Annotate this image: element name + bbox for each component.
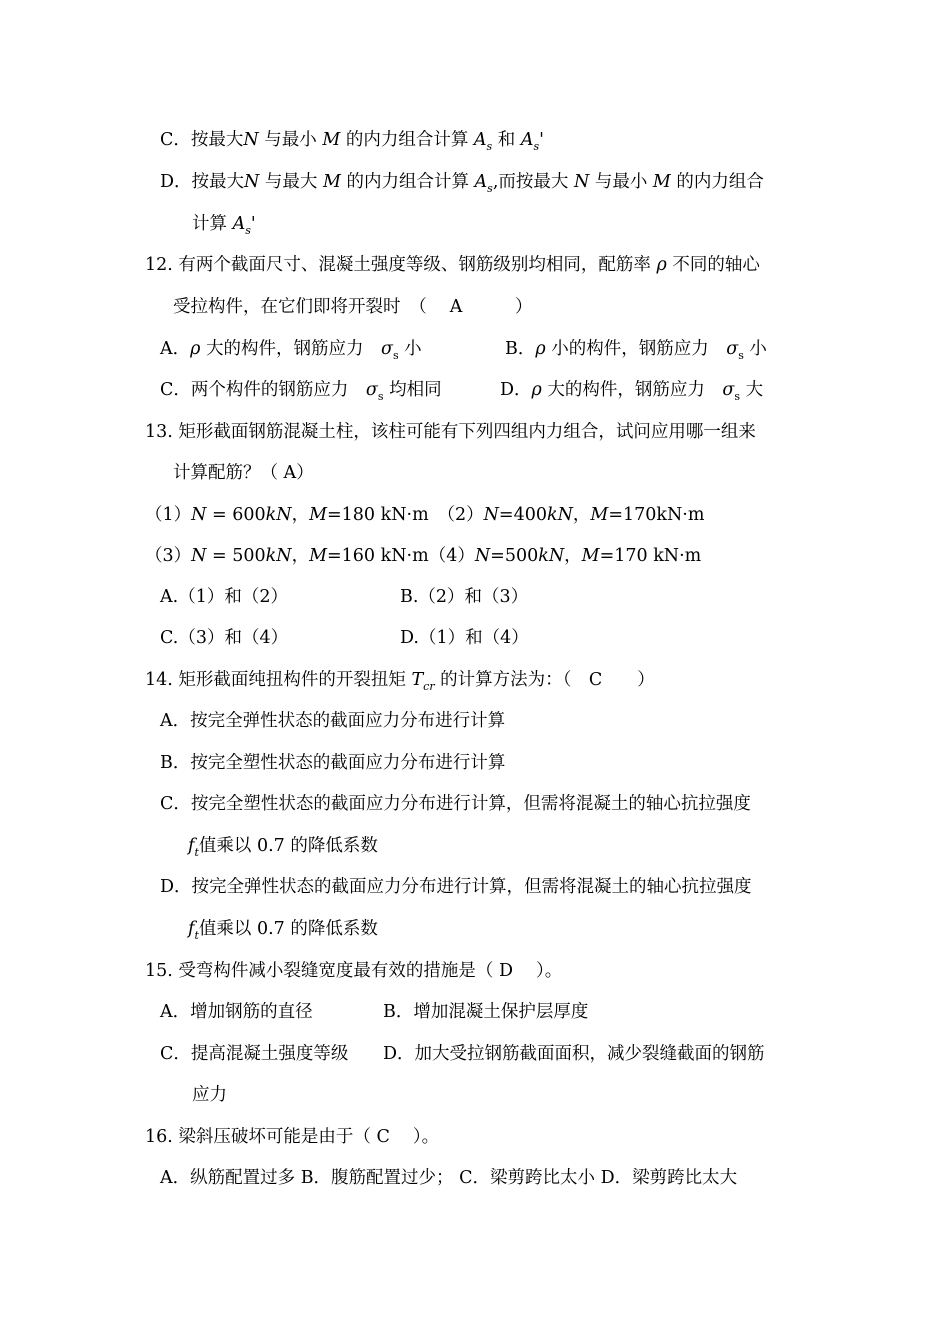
q13-stem: 13. 矩形截面钢筋混凝土柱，该柱可能有下列四组内力组合，试问应用哪一组来 (145, 422, 756, 442)
q12-option-d: D．ρ 大的构件，钢筋应力 $\sigma_s$ 大 (500, 380, 764, 403)
q12-option-a: A．ρ 大的构件，钢筋应力 $\sigma_s$ 小 (160, 339, 422, 362)
q12-stem: 12. 有两个截面尺寸、混凝土强度等级、钢筋级别均相同，配筋率 ρ 不同的轴心 (145, 255, 760, 275)
q14-stem: 14. 矩形截面纯扭构件的开裂扭矩 $T_{cr}$ 的计算方法为：（ C ） (145, 670, 655, 693)
q13-combination-1-2: （1）N = 600kN，M=180 kN·m （2）N=400kN，M=170kN·m (145, 505, 705, 525)
q13-option-a: A.（1）和（2） (160, 587, 288, 607)
q15-option-d: D．加大受拉钢筋截面面积，减少裂缝截面的钢筋 (383, 1044, 765, 1064)
q16-options: A．纵筋配置过多 B．腹筋配置过少； C．梁剪跨比太小 D．梁剪跨比太大 (160, 1168, 738, 1188)
q11-option-d-continued: 计算 $A_s'$ (192, 214, 256, 237)
q12-stem-continued: 受拉构件，在它们即将开裂时 （ A ） (173, 297, 533, 317)
q13-stem-continued: 计算配筋？（ A） (173, 463, 314, 483)
q13-option-b: B.（2）和（3） (400, 587, 529, 607)
q15-stem: 15. 受弯构件减小裂缝宽度最有效的措施是（ D ）。 (145, 961, 563, 981)
q15-option-d-continued: 应力 (192, 1085, 227, 1105)
q13-combination-3-4: （3）N = 500kN，M=160 kN·m（4）N=500kN，M=170 kN·m (145, 546, 702, 566)
q14-option-a: A．按完全弹性状态的截面应力分布进行计算 (160, 711, 506, 731)
q16-stem: 16. 梁斜压破坏可能是由于（ C ）。 (145, 1127, 440, 1147)
q14-option-d-continued: $f_t$值乘以 0.7 的降低系数 (188, 919, 378, 942)
q14-option-c-continued: $f_t$值乘以 0.7 的降低系数 (188, 836, 378, 859)
q15-option-c: C．提高混凝土强度等级 (160, 1044, 349, 1064)
q15-option-b: B．增加混凝土保护层厚度 (383, 1002, 589, 1022)
q11-option-c: C．按最大N 与最小 M 的内力组合计算 $A_s$ 和 $A_s'$ (160, 130, 544, 153)
q14-option-b: B．按完全塑性状态的截面应力分布进行计算 (160, 753, 506, 773)
q12-option-c: C．两个构件的钢筋应力 $\sigma_s$ 均相同 (160, 380, 442, 403)
q13-option-c: C.（3）和（4） (160, 628, 289, 648)
q15-option-a: A．增加钢筋的直径 (160, 1002, 313, 1022)
q13-option-d: D.（1）和（4） (400, 628, 529, 648)
q14-option-d: D．按完全弹性状态的截面应力分布进行计算，但需将混凝土的轴心抗拉强度 (160, 877, 752, 897)
q12-option-b: B．ρ 小的构件，钢筋应力 $\sigma_s$ 小 (505, 339, 767, 362)
q14-option-c: C．按完全塑性状态的截面应力分布进行计算，但需将混凝土的轴心抗拉强度 (160, 794, 751, 814)
q11-option-d: D．按最大N 与最大 M 的内力组合计算 $A_s$,而按最大 N 与最小 M 的内力组合 (160, 172, 764, 195)
